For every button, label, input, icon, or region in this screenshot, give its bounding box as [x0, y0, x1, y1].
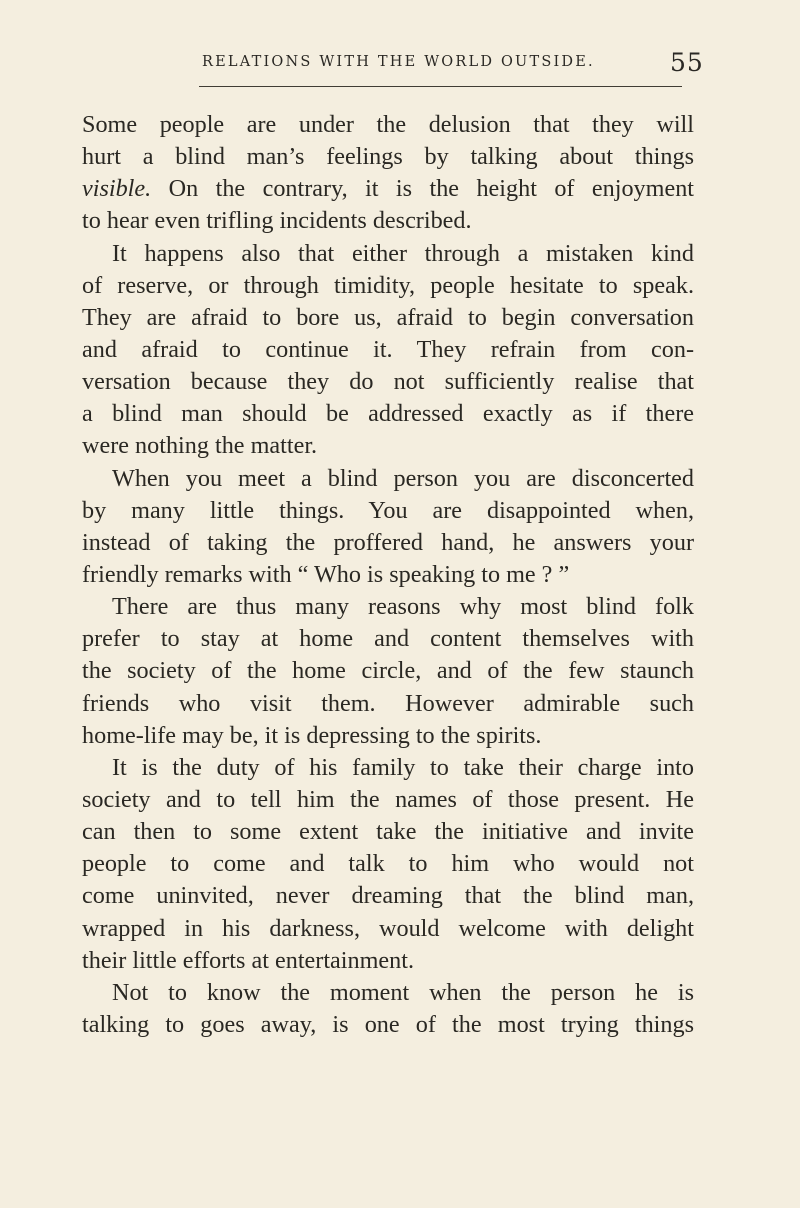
- text-line: their little efforts at entertainment.: [82, 946, 415, 974]
- text-line-remainder: On the contrary, it is the height of enjoyment: [168, 175, 695, 203]
- text-line: friendly remarks with “ Who is speaking to me ? ”: [82, 560, 570, 588]
- text-line: can then to some extent take the initiative and invite: [82, 818, 694, 846]
- text-line: friends who visit them. However admirable such: [82, 689, 694, 717]
- text-line: people to come and talk to him who would not: [82, 850, 694, 878]
- text-line: instead of taking the proffered hand, he answers your: [82, 528, 694, 556]
- paragraph-start-line: It happens also that either through a mistaken kind: [112, 239, 694, 267]
- text-line: They are afraid to bore us, afraid to begin conversation: [82, 303, 694, 331]
- italic-word: visible.: [82, 175, 152, 203]
- header-rule: [199, 86, 682, 87]
- text-line: Some people are under the delusion that they will: [82, 111, 694, 138]
- text-line: prefer to stay at home and content themselves with: [82, 625, 694, 653]
- body-text: [82, 109, 694, 1041]
- text-line: by many little things. You are disappointed when,: [82, 496, 694, 524]
- text-line: and afraid to continue it. They refrain from con-: [82, 335, 694, 363]
- text-line: a blind man should be addressed exactly as if there: [82, 400, 694, 428]
- paragraph-start-line: There are thus many reasons why most blind folk: [112, 593, 694, 621]
- text-line: were nothing the matter.: [82, 432, 318, 460]
- text-line: versation because they do not sufficiently realise that: [82, 368, 694, 396]
- text-line: wrapped in his darkness, would welcome with delight: [82, 914, 694, 942]
- text-line: home-life may be, it is depressing to the spirits.: [82, 721, 542, 749]
- paragraph-start-line: Not to know the moment when the person he is: [112, 978, 694, 1006]
- text-line: society and to tell him the names of those present. He: [82, 785, 694, 813]
- text-line: of reserve, or through timidity, people hesitate to speak.: [82, 271, 694, 299]
- text-line: the society of the home circle, and of the few staunch: [82, 657, 694, 685]
- paragraph-start-line: When you meet a blind person you are disconcerted: [112, 464, 694, 492]
- text-line: to hear even trifling incidents described.: [82, 207, 472, 235]
- paragraph-start-line: It is the duty of his family to take their charge into: [112, 753, 694, 781]
- text-line: hurt a blind man’s feelings by talking about things: [82, 143, 694, 171]
- text-line-with-italic: [82, 173, 694, 205]
- running-title: RELATIONS WITH THE WORLD OUTSIDE.: [202, 54, 595, 70]
- page-number: 55: [670, 48, 704, 77]
- text-line: come uninvited, never dreaming that the blind man,: [82, 882, 694, 910]
- text-line: talking to goes away, is one of the most trying things: [82, 1010, 694, 1038]
- running-head: [0, 48, 800, 78]
